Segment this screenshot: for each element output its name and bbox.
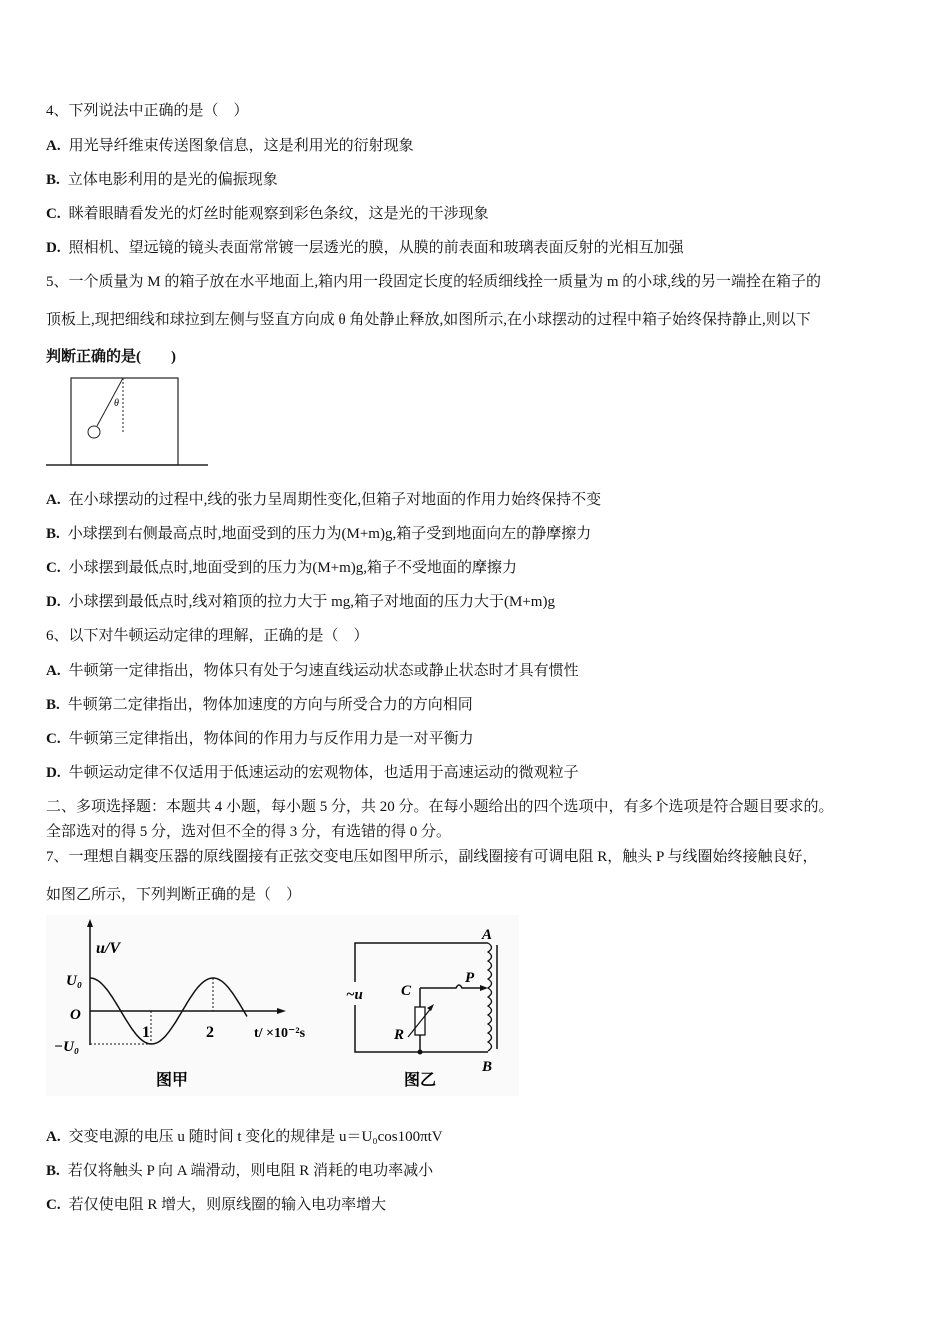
q7-figure [46, 915, 519, 1096]
source-label: ~u [346, 987, 363, 1003]
option-label: A. [46, 663, 61, 679]
q5-stem-line: 5、一个质量为 M 的箱子放在水平地面上,箱内用一段固定长度的轻质细线拴一质量为 m 的小球,线的另一端拴在箱子的 [46, 274, 822, 290]
q6-option-d [46, 763, 579, 783]
theta-label: θ [114, 398, 119, 409]
variable-resistor [415, 1007, 425, 1035]
option-label: D. [46, 765, 61, 781]
q7-stem-line: 7、一理想自耦变压器的原线圈接有正弦交变电压如图甲所示，副线圈接有可调电阻 R，触头 P 与线圈始终接触良好， [46, 849, 818, 865]
q5-option-d [46, 592, 555, 612]
q7-option-b [46, 1161, 433, 1181]
option-label: A. [46, 1129, 61, 1145]
option-label: C. [46, 206, 61, 222]
option-label: D. [46, 594, 61, 610]
q4-stem: 4、下列说法中正确的是（ ） [46, 103, 249, 119]
y-axis-label: u/V [96, 940, 121, 957]
q5-option-a [46, 490, 601, 510]
q6-option-a [46, 661, 579, 681]
q7-stem-line: 如图乙所示，下列判断正确的是（ ） [46, 887, 302, 903]
x-axis-label: t/ ×10⁻²s [254, 1026, 306, 1041]
option-label: B. [46, 697, 60, 713]
section-2-line: 全部选对的得 5 分，选对但不全的得 3 分，有选错的得 0 分。 [46, 824, 452, 840]
tick-2: 2 [206, 1024, 214, 1041]
option-text: 在小球摆动的过程中,线的张力呈周期性变化,但箱子对地面的作用力始终保持不变 [68, 492, 602, 508]
option-text: 立体电影利用的是光的偏振现象 [67, 172, 278, 188]
label-p: P [465, 970, 475, 986]
junction-dot [418, 1050, 423, 1055]
label-r: R [394, 1027, 405, 1043]
figure-a-caption: 图甲 [156, 1072, 189, 1089]
label-b: B [482, 1059, 493, 1075]
q6-stem: 6、以下对牛顿运动定律的理解，正确的是（ ） [46, 628, 369, 644]
option-text: 牛顿第二定律指出，物体加速度的方向与所受合力的方向相同 [67, 697, 473, 713]
option-text: 小球摆到最低点时,地面受到的压力为(M+m)g,箱子不受地面的摩擦力 [68, 560, 518, 576]
q5-stem-line: 顶板上,现把细线和球拉到左侧与竖直方向成 θ 角处静止释放,如图所示,在小球摆动的过程中箱子始终保持静止,则以下 [46, 312, 811, 328]
option-text: 小球摆到最低点时,线对箱顶的拉力大于 mg,箱子对地面的压力大于(M+m)g [68, 594, 555, 610]
string [97, 378, 123, 426]
figure-b-caption: 图乙 [404, 1072, 437, 1089]
option-text: 交变电源的电压 u 随时间 t 变化的规律是 u＝U₀cos100πtV [68, 1129, 443, 1145]
option-text: 若仅将触头 P 向 A 端滑动，则电阻 R 消耗的电功率减小 [67, 1163, 434, 1179]
q4-option-c [46, 204, 489, 224]
option-label: C. [46, 731, 61, 747]
q6-option-b [46, 695, 473, 715]
option-label: A. [46, 492, 61, 508]
q7-option-c [46, 1195, 386, 1215]
option-label: B. [46, 526, 60, 542]
section-2-line: 二、多项选择题：本题共 4 小题，每小题 5 分，共 20 分。在每小题给出的四个选项中，有多个选项是符合题目要求的。 [46, 799, 834, 815]
box [71, 378, 178, 465]
option-text: 牛顿运动定律不仅适用于低速运动的宏观物体，也适用于高速运动的微观粒子 [68, 765, 579, 781]
q6-option-c [46, 729, 474, 749]
option-label: C. [46, 1197, 61, 1213]
pendulum-box-figure [40, 370, 220, 470]
neg-u0-label: −U₀ [54, 1039, 80, 1055]
q4-option-d [46, 238, 684, 258]
ball [88, 426, 100, 438]
option-text: 小球摆到右侧最高点时,地面受到的压力为(M+m)g,箱子受到地面向左的静摩擦力 [67, 526, 592, 542]
q5-stem-line: 判断正确的是( ) [46, 349, 176, 365]
option-text: 若仅使电阻 R 增大，则原线圈的输入电功率增大 [68, 1197, 387, 1213]
q4-option-b [46, 170, 278, 190]
option-text: 照相机、望远镜的镜头表面常常镀一层透光的膜，从膜的前表面和玻璃表面反射的光相互加强 [68, 240, 684, 256]
q5-option-b [46, 524, 591, 544]
label-c: C [401, 983, 412, 999]
origin-label: O [70, 1007, 81, 1023]
q4-option-a [46, 136, 414, 156]
q5-option-c [46, 558, 517, 578]
tick-1: 1 [142, 1024, 150, 1041]
option-label: C. [46, 560, 61, 576]
option-text: 眯着眼睛看发光的灯丝时能观察到彩色条纹，这是光的干涉现象 [68, 206, 489, 222]
option-text: 用光导纤维束传送图象信息，这是利用光的衍射现象 [68, 138, 414, 154]
option-label: D. [46, 240, 61, 256]
option-label: B. [46, 1163, 60, 1179]
label-a: A [482, 927, 493, 943]
option-label: A. [46, 138, 61, 154]
option-text: 牛顿第一定律指出，物体只有处于匀速直线运动状态或静止状态时才具有惯性 [68, 663, 579, 679]
option-label: B. [46, 172, 60, 188]
q7-option-a [46, 1127, 443, 1147]
u0-label: U₀ [66, 973, 83, 989]
option-text: 牛顿第三定律指出，物体间的作用力与反作用力是一对平衡力 [68, 731, 474, 747]
